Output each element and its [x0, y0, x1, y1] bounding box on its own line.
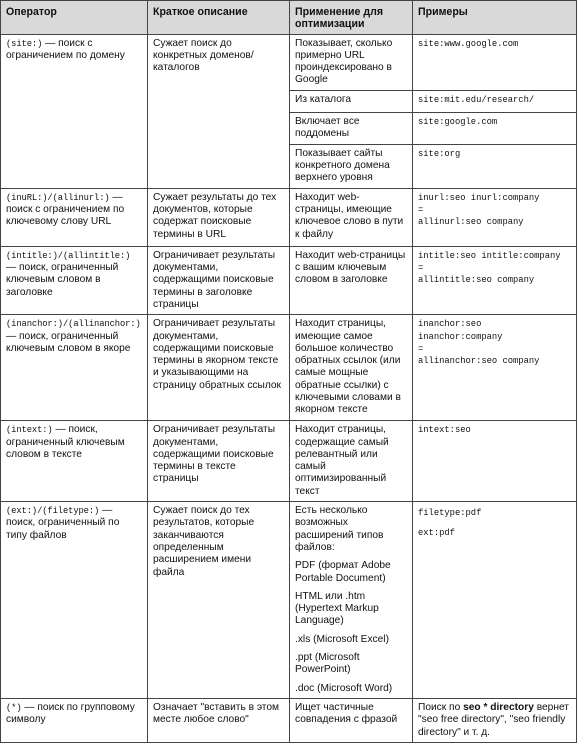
table-row-site [1, 34, 577, 90]
cell-description-intext: Ограничивает результаты документами, содержащими поисковые термины в тексте страницы [148, 421, 290, 502]
table-row-wildcard [1, 698, 577, 742]
cell-operator-inurl [1, 188, 148, 246]
operator-text: — поиск, ограниченный по типу файлов [6, 505, 120, 541]
example-code: allintitle:seo company [418, 275, 535, 286]
cell-example-intitle [413, 246, 577, 314]
table-row-intext [1, 421, 577, 502]
cell-application-site-3: Включает все поддомены [290, 112, 413, 144]
example-code: allinanchor:seo company [418, 356, 540, 367]
example-code: inanchor:seo inanchor:company [418, 319, 503, 342]
cell-operator-inanchor [1, 315, 148, 421]
operator-text: — поиск, ограниченный ключевым словом в якоре [6, 330, 131, 354]
operator-text: — поиск с ограничением по домену [6, 37, 125, 61]
example-equals: = [418, 263, 424, 274]
operator-code: (*) [6, 702, 22, 713]
filetype-item: PDF (формат Adobe Portable Document) [295, 560, 391, 584]
operator-code: (intitle:)/(allintitle:) [6, 250, 131, 261]
filetype-item: .xls (Microsoft Excel) [295, 633, 389, 645]
example-code: intext:seo [418, 425, 471, 436]
cell-example-inanchor [413, 315, 577, 421]
cell-operator-ext [1, 502, 148, 699]
operator-code: (inanchor:)/(allinanchor:) [6, 319, 141, 330]
example-code: site:org [418, 148, 461, 159]
example-code: filetype:pdf [418, 508, 482, 519]
cell-description-wildcard: Означает "вставить в этом месте любое слово" [148, 698, 290, 742]
example-equals: = [418, 205, 424, 216]
cell-application-ext [290, 502, 413, 699]
table-row-inurl [1, 188, 577, 246]
cell-application-site-4: Показывает сайты конкретного домена верхнего уровня [290, 144, 413, 188]
cell-example-wildcard [413, 698, 577, 742]
cell-example-ext [413, 502, 577, 699]
operator-code: (inuRL:)/(allinurl:) [6, 192, 110, 203]
header-description: Краткое описание [148, 1, 290, 35]
header-examples: Примеры [413, 1, 577, 35]
operator-text: — поиск, ограниченный ключевым словом в тексте [6, 424, 125, 460]
header-application: Применение для оптимизации [290, 1, 413, 35]
example-query: seo * directory [463, 701, 534, 713]
cell-application-site-1: Показывает, сколько примерно URL проиндексировано в Google [290, 34, 413, 90]
cell-application-inurl: Находит web-страницы, имеющие ключевое слово в пути к файлу [290, 188, 413, 246]
table-header-row [1, 1, 577, 35]
example-suffix: вернет "seo free directory", "seo friendly directory" и т. д. [418, 701, 569, 738]
table-row-intitle [1, 246, 577, 314]
cell-example-inurl [413, 188, 577, 246]
cell-operator-site [1, 34, 148, 188]
cell-operator-intitle [1, 246, 148, 314]
operator-code: (site:) [6, 38, 43, 49]
cell-example-intext [413, 421, 577, 502]
cell-application-inanchor: Находит страницы, имеющие самое большое количество обратных ссылок (или самые мощные обратные ссылки) с ключевыми словами в якорном тексте [290, 315, 413, 421]
cell-description-ext: Сужает поиск до тех результатов, которые заканчиваются определенным расширением имени файла [148, 502, 290, 699]
cell-example-site-1 [413, 34, 577, 90]
operator-code: (ext:)/(filetype:) [6, 506, 100, 517]
cell-example-site-2 [413, 90, 577, 112]
filetype-item: HTML или .htm (Hypertext Markup Language) [295, 590, 379, 627]
example-prefix: Поиск по [418, 701, 464, 713]
cell-application-wildcard: Ищет частичные совпадения с фразой [290, 698, 413, 742]
cell-application-intext: Находит страницы, содержащие самый релевантный или самый оптимизированный текст [290, 421, 413, 502]
cell-description-inurl: Сужает результаты до тех документов, которые содержат поисковые термины в URL [148, 188, 290, 246]
example-code: site:www.google.com [418, 38, 519, 49]
example-code: site:mit.edu/research/ [418, 94, 535, 105]
operator-code: (intext:) [6, 425, 53, 436]
filetype-intro: Есть несколько возможных расширений типов файлов: [295, 505, 384, 553]
header-operator: Оператор [1, 1, 148, 35]
cell-operator-intext [1, 421, 148, 502]
cell-description-intitle: Ограничивает результаты документами, содержащими поисковые термины в заголовке страницы [148, 246, 290, 314]
cell-operator-wildcard [1, 698, 148, 742]
operator-text: — поиск с ограничением по ключевому слову URL [6, 191, 125, 228]
cell-application-intitle: Находит web-страницы с вашим ключевым словом в заголовке [290, 246, 413, 314]
operator-text: — поиск по групповому символу [6, 701, 135, 726]
example-code: allinurl:seo company [418, 217, 524, 228]
example-code: inurl:seo inurl:company [418, 192, 540, 203]
filetype-item: .doc (Microsoft Word) [295, 682, 393, 694]
table-row-inanchor [1, 315, 577, 421]
example-code: intitle:seo intitle:company [418, 250, 561, 261]
cell-example-site-3 [413, 112, 577, 144]
cell-description-inanchor: Ограничивает результаты документами, содержащими поисковые термины в якорном тексте и указывающими на страницу обратных ссылок [148, 315, 290, 421]
cell-description-site: Сужает поиск до конкретных доменов/каталогов [148, 34, 290, 188]
operator-text: — поиск, ограниченный ключевым словом в заголовке [6, 262, 119, 298]
table-row-ext [1, 502, 577, 699]
example-code: ext:pdf [418, 528, 455, 539]
example-code: site:google.com [418, 116, 498, 127]
example-equals: = [418, 343, 424, 354]
cell-example-site-4 [413, 144, 577, 188]
cell-application-site-2: Из каталога [290, 90, 413, 112]
filetype-item: .ppt (Microsoft PowerPoint) [295, 652, 360, 676]
